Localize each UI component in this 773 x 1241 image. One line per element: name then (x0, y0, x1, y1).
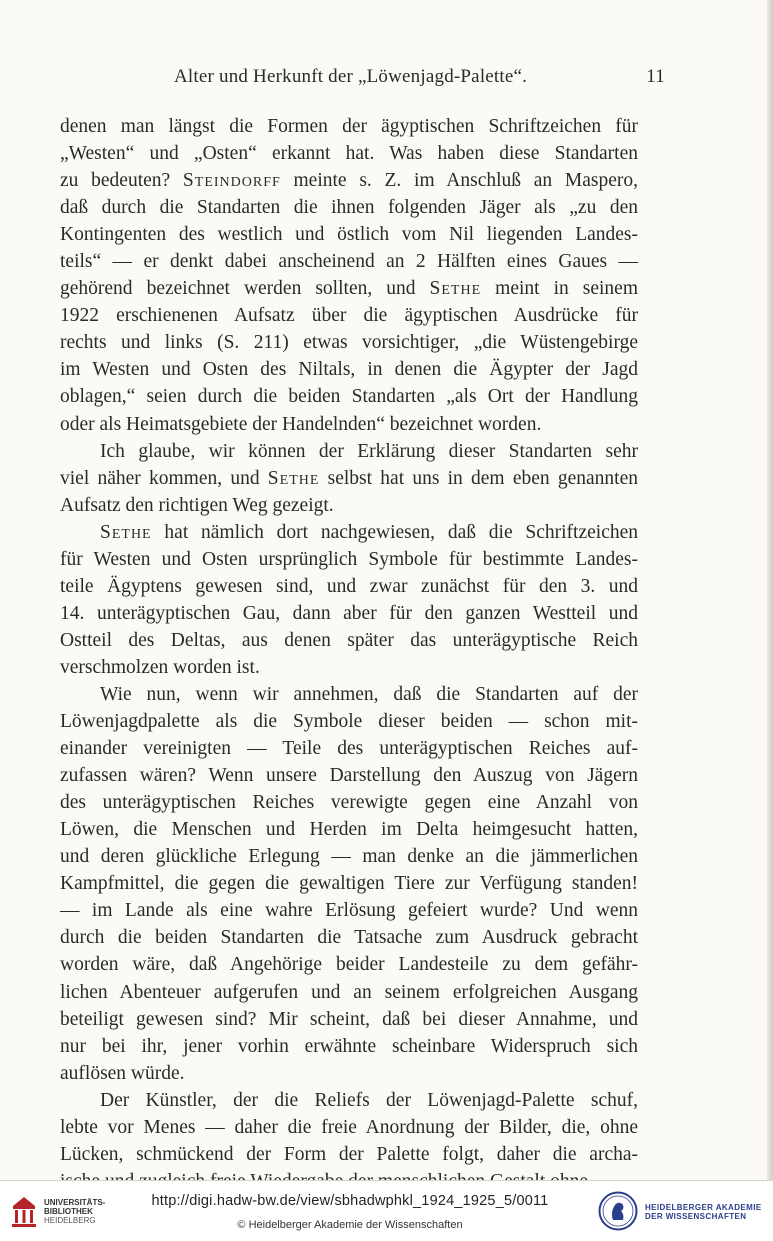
text-line: rechts und links (S. 211) etwas vorsichtiger, „die Wüstengebirge (60, 332, 638, 354)
text-line: denen man längst die Formen der ägyptischen Schriftzeichen für (60, 116, 638, 137)
text-line: 14. unterägyptischen Gau, dann aber für den ganzen Westteil und (60, 602, 638, 624)
running-header (60, 66, 665, 90)
text-line: „Westen“ und „Osten“ erkannt hat. Was haben diese Standarten (60, 143, 638, 165)
text-line: Sethe hat nämlich dort nachgewiesen, daß die Schriftzeichen (100, 521, 638, 543)
text-line: auflösen würde. (60, 1062, 185, 1084)
text-line: lichen Abenteuer aufgerufen und an seinem erfolgreichen Ausgang (60, 981, 638, 1003)
author-name: Sethe (100, 521, 152, 543)
text-line: des unterägyptischen Reiches verewigte gegen eine Anzahl von (60, 792, 638, 814)
body-text (60, 113, 638, 1195)
text-line: teile Ägyptens gewesen sind, und zwar zunächst für den 3. und (60, 575, 638, 597)
text-line: für Westen und Osten ursprünglich Symbole für bestimmte Landes- (60, 548, 638, 570)
permalink-url[interactable]: http://digi.hadw-bw.de/view/sbhadwphkl_1924_1925_5/0011 (151, 1193, 549, 1209)
library-line: BIBLIOTHEK (44, 1207, 93, 1216)
text-line: nur bei ihr, jener vorhin erwähnte scheinbare Widerspruch sich (60, 1035, 638, 1057)
viewer-footer (0, 1180, 773, 1241)
text-line: Kampfmittel, die gegen die gewaltigen Tiere zur Verfügung standen! (60, 873, 638, 895)
text-line: und deren glückliche Erlegung — man denke an die jämmerlichen (60, 846, 638, 868)
text-line: Aufsatz den richtigen Weg gezeigt. (60, 494, 334, 516)
text-line: oblagen,“ seien durch die beiden Standarten „als Ort der Handlung (60, 386, 638, 408)
text-line: im Westen und Osten des Niltals, in denen die Ägypter der Jagd (60, 359, 638, 381)
text-line: 1922 erschienenen Aufsatz über die ägyptischen Ausdrücke für (60, 305, 638, 327)
text-line: oder als Heimatsgebiete der Handelnden“ bezeichnet worden. (60, 413, 542, 435)
academy-line: HEIDELBERGER AKADEMIE (645, 1203, 762, 1212)
text-line: zufassen wären? Wenn unsere Darstellung den Auszug von Jägern (60, 765, 638, 787)
text-line: verschmolzen worden ist. (60, 656, 260, 678)
university-library-logo-icon (10, 1195, 38, 1229)
text-line: worden wäre, daß Angehörige beider Landesteile zu dem gefähr- (60, 954, 638, 976)
text-line: viel näher kommen, und Sethe selbst hat uns in dem eben genannten (60, 467, 638, 489)
author-name: Sethe (267, 467, 320, 489)
page-number: 11 (646, 66, 665, 87)
author-name: Steindorff (182, 170, 281, 192)
text-line: Kontingenten des westlich und östlich vom Nil liegenden Landes- (60, 224, 638, 246)
text-line: Wie nun, wenn wir annehmen, daß die Standarten auf der (100, 683, 638, 705)
text-line: Löwenjagdpalette als die Symbole dieser beiden — schon mit- (60, 711, 638, 733)
text-line: Der Künstler, der die Reliefs der Löwenjagd-Palette schuf, (100, 1089, 638, 1111)
text-line: durch die beiden Standarten die Tatsache zum Ausdruck gebracht (60, 927, 638, 949)
text-line: Ostteil des Deltas, aus denen später das unterägyptische Reich (60, 629, 638, 651)
text-line: lebte vor Menes — daher die freie Anordnung der Bilder, die, ohne (60, 1116, 638, 1138)
author-name: Sethe (429, 278, 482, 300)
library-line: HEIDELBERG (44, 1216, 96, 1225)
text-line: daß durch die Standarten die ihnen folgenden Jäger als „zu den (60, 197, 638, 219)
text-line: beteiligt gewesen sind? Mir scheint, daß bei dieser Annahme, und (60, 1008, 638, 1030)
text-line: Lücken, schmückend der Form der Palette folgt, daher die archa- (60, 1143, 638, 1165)
text-line: Ich glaube, wir können der Erklärung dieser Standarten sehr (100, 440, 638, 462)
text-line: zu bedeuten? Steindorff meinte s. Z. im Anschluß an Maspero, (60, 170, 638, 192)
page-edge-shadow (767, 0, 773, 1180)
running-title: Alter und Herkunft der „Löwenjagd-Palette“. (174, 66, 528, 87)
text-line: — im Lande als eine wahre Erlösung gefeiert wurde? Und wenn (60, 900, 638, 922)
text-line: gehörend bezeichnet werden sollten, und Sethe meint in seinem (60, 278, 638, 300)
academy-name (645, 1203, 762, 1221)
text-line: Löwen, die Menschen und Herden im Delta heimgesucht hatten, (60, 819, 638, 841)
text-line: teils“ — er denkt dabei anscheinend an 2 Hälften eines Gaues — (60, 251, 638, 273)
text-line: einander vereinigten — Teile des unterägyptischen Reiches auf- (60, 738, 638, 760)
academy-seal-icon (598, 1191, 638, 1231)
library-line: UNIVERSITÄTS- (44, 1198, 106, 1207)
academy-line: DER WISSENSCHAFTEN (645, 1212, 747, 1221)
copyright-notice: © Heidelberger Akademie der Wissenschaften (237, 1219, 463, 1231)
university-library-name (44, 1198, 105, 1225)
